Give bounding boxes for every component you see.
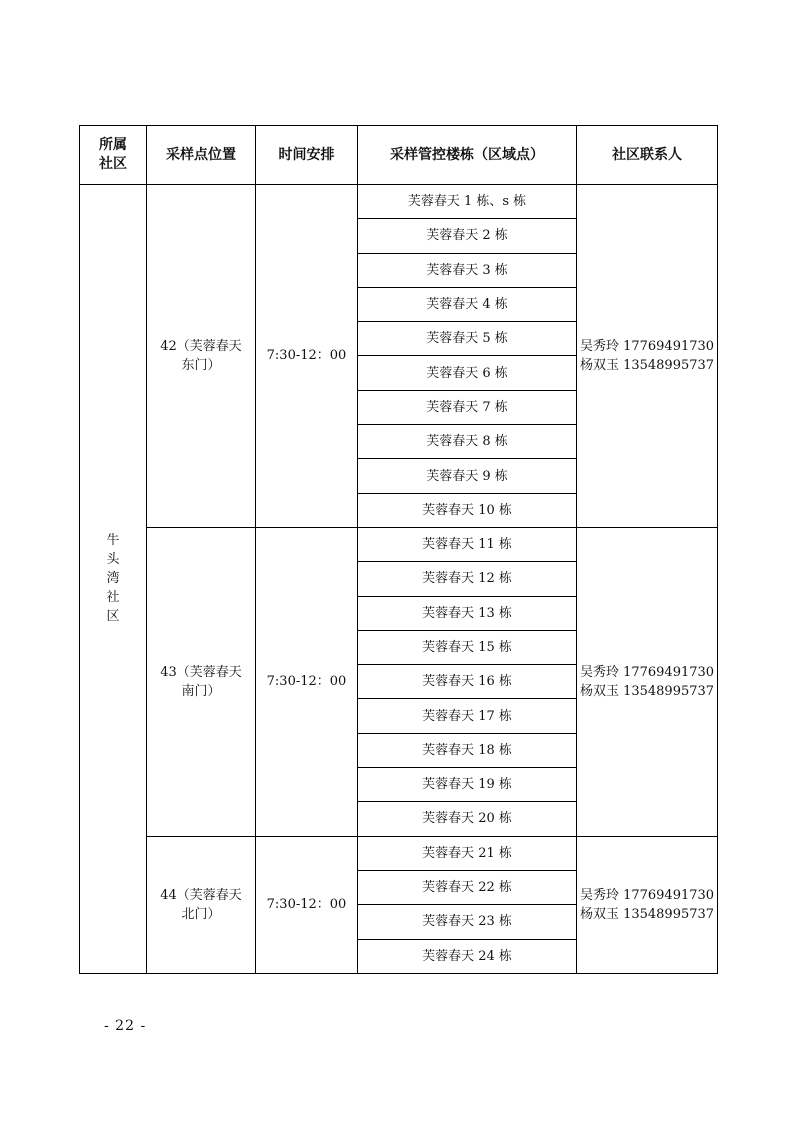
page-number: - 22 - bbox=[104, 1018, 147, 1034]
building-cell: 芙蓉春天 13 栋 bbox=[358, 596, 577, 630]
community-cell bbox=[80, 185, 147, 974]
building-cell: 芙蓉春天 2 栋 bbox=[358, 219, 577, 253]
table-row bbox=[80, 185, 718, 219]
contact-cell bbox=[577, 527, 718, 836]
community-char: 头 bbox=[106, 552, 120, 568]
contact-line: 吴秀玲 17769491730 bbox=[579, 338, 715, 354]
building-cell: 芙蓉春天 12 栋 bbox=[358, 562, 577, 596]
building-cell: 芙蓉春天 16 栋 bbox=[358, 665, 577, 699]
table-body bbox=[80, 185, 718, 974]
header-contacts: 社区联系人 bbox=[577, 126, 718, 185]
time-cell: 7:30-12：00 bbox=[256, 836, 358, 973]
building-cell: 芙蓉春天 23 栋 bbox=[358, 905, 577, 939]
contact-line: 杨双玉 13548995737 bbox=[579, 906, 715, 922]
building-cell: 芙蓉春天 1 栋、s 栋 bbox=[358, 185, 577, 219]
header-community: 所属 社区 bbox=[80, 126, 147, 185]
building-cell: 芙蓉春天 24 栋 bbox=[358, 939, 577, 973]
building-cell: 芙蓉春天 15 栋 bbox=[358, 630, 577, 664]
header-time: 时间安排 bbox=[256, 126, 358, 185]
building-cell: 芙蓉春天 20 栋 bbox=[358, 802, 577, 836]
location-cell: 42（芙蓉春天东门） bbox=[147, 185, 256, 528]
header-location: 采样点位置 bbox=[147, 126, 256, 185]
community-char: 社 bbox=[106, 590, 120, 606]
building-cell: 芙蓉春天 7 栋 bbox=[358, 390, 577, 424]
building-cell: 芙蓉春天 9 栋 bbox=[358, 459, 577, 493]
contact-cell bbox=[577, 185, 718, 528]
community-char: 牛 bbox=[106, 533, 120, 549]
table-header-row bbox=[80, 126, 718, 185]
contact-line: 吴秀玲 17769491730 bbox=[579, 887, 715, 903]
contact-cell bbox=[577, 836, 718, 973]
location-cell: 44（芙蓉春天北门） bbox=[147, 836, 256, 973]
contact-line: 杨双玉 13548995737 bbox=[579, 357, 715, 373]
building-cell: 芙蓉春天 21 栋 bbox=[358, 836, 577, 870]
time-cell: 7:30-12：00 bbox=[256, 527, 358, 836]
contact-line: 吴秀玲 17769491730 bbox=[579, 664, 715, 680]
building-cell: 芙蓉春天 10 栋 bbox=[358, 493, 577, 527]
time-cell: 7:30-12：00 bbox=[256, 185, 358, 528]
building-cell: 芙蓉春天 5 栋 bbox=[358, 322, 577, 356]
building-cell: 芙蓉春天 4 栋 bbox=[358, 287, 577, 321]
table-row bbox=[80, 527, 718, 561]
location-cell: 43（芙蓉春天南门） bbox=[147, 527, 256, 836]
building-cell: 芙蓉春天 19 栋 bbox=[358, 768, 577, 802]
building-cell: 芙蓉春天 8 栋 bbox=[358, 425, 577, 459]
building-cell: 芙蓉春天 6 栋 bbox=[358, 356, 577, 390]
building-cell: 芙蓉春天 11 栋 bbox=[358, 527, 577, 561]
building-cell: 芙蓉春天 18 栋 bbox=[358, 733, 577, 767]
building-cell: 芙蓉春天 3 栋 bbox=[358, 253, 577, 287]
table-row bbox=[80, 836, 718, 870]
sampling-schedule-table bbox=[79, 125, 718, 974]
community-char: 湾 bbox=[106, 571, 120, 587]
header-buildings: 采样管控楼栋（区域点） bbox=[358, 126, 577, 185]
community-char: 区 bbox=[106, 609, 120, 625]
building-cell: 芙蓉春天 17 栋 bbox=[358, 699, 577, 733]
contact-line: 杨双玉 13548995737 bbox=[579, 683, 715, 699]
building-cell: 芙蓉春天 22 栋 bbox=[358, 870, 577, 904]
